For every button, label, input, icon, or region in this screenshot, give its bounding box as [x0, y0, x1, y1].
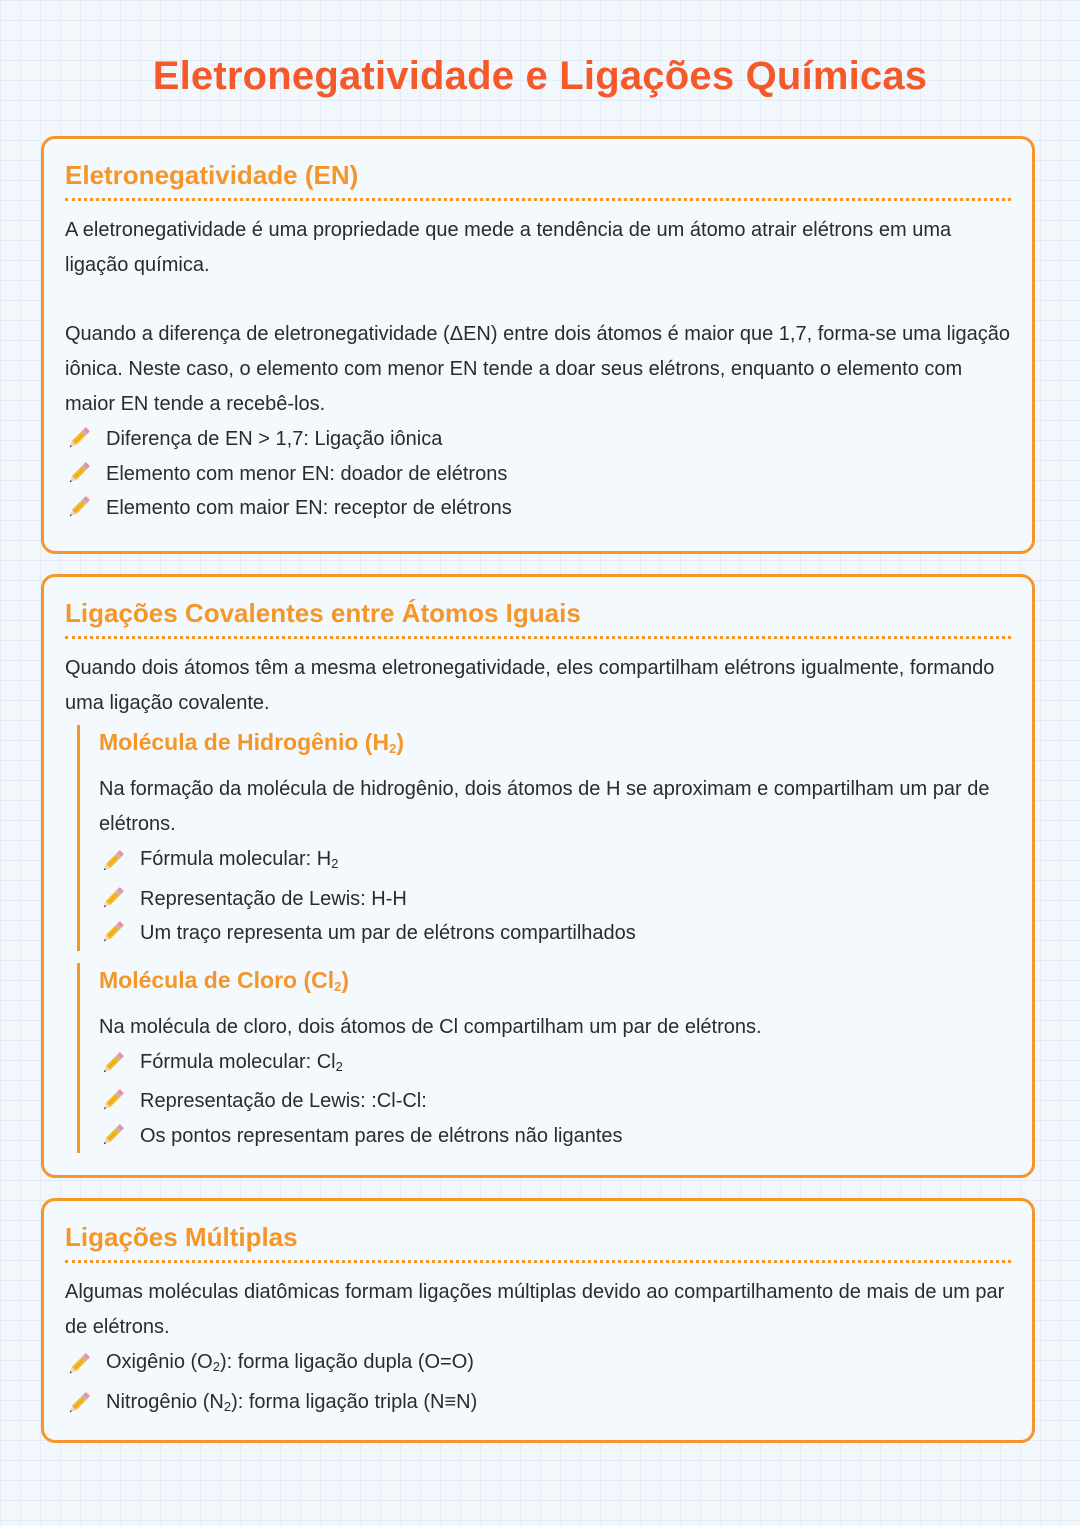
- section-paragraph: Quando a diferença de eletronegatividade (ΔEN) entre dois átomos é maior que 1,7, forma-se uma ligação iônica. Neste caso, o elemento com menor EN tende a doar seus elétrons, enquanto o elemento com maior EN tende a recebê-los.: [65, 323, 1010, 415]
- list-item-text: Representação de Lewis: :Cl-Cl:: [140, 1090, 427, 1112]
- pencil-icon: [99, 849, 125, 875]
- subsection-paragraph: Na formação da molécula de hidrogênio, dois átomos de H se aproximam e compartilham um par de elétrons.: [99, 778, 990, 835]
- subsection-paragraph: Na molécula de cloro, dois átomos de Cl compartilham um par de elétrons.: [99, 1015, 762, 1038]
- list-item: [65, 491, 1011, 526]
- list-item: [65, 457, 1011, 492]
- pencil-icon: [65, 1352, 91, 1378]
- list-item: [99, 1084, 1011, 1119]
- bullet-list: [65, 1345, 1011, 1424]
- list-item-text: Representação de Lewis: H-H: [140, 887, 407, 910]
- pencil-icon: [99, 920, 125, 946]
- pencil-icon: [65, 1391, 91, 1417]
- list-item: [65, 422, 1011, 457]
- list-item: [99, 882, 1011, 917]
- list-item-text: Elemento com maior EN: receptor de elétrons: [106, 497, 512, 519]
- subsection-cloro: [77, 963, 1011, 1154]
- pencil-icon: [65, 426, 91, 452]
- pencil-icon: [99, 1088, 125, 1114]
- page-title: Eletronegatividade e Ligações Químicas: [152, 54, 928, 98]
- list-item-text: Oxigênio $(O_2)$: forma ligação dupla (O=O): [106, 1351, 474, 1374]
- bullet-list: [99, 1045, 1011, 1154]
- list-item-text: Diferença de EN > 1,7: Ligação iônica: [106, 428, 443, 450]
- section-ligacoes-covalentes: [41, 574, 1035, 1178]
- list-item: [65, 1345, 1011, 1385]
- section-eletronegatividade: [41, 136, 1035, 554]
- list-item: [99, 1119, 1011, 1154]
- subsection-heading: Molécula de Hidrogênio $(H_2)$: [99, 729, 404, 756]
- pencil-icon: [99, 1123, 125, 1149]
- list-item-text: Elemento com menor EN: doador de elétrons: [106, 462, 508, 485]
- list-item: [99, 842, 1011, 882]
- bullet-list: [99, 842, 1011, 951]
- section-ligacoes-multiplas: [41, 1198, 1035, 1443]
- list-item: [65, 1385, 1011, 1425]
- section-heading: Ligações Múltiplas: [65, 1221, 1011, 1263]
- list-item-text: Um traço representa um par de elétrons compartilhados: [140, 922, 636, 944]
- bullet-list: [65, 422, 1011, 526]
- subsection-hidrogenio: [77, 725, 1011, 951]
- list-item-text: Fórmula molecular: $Cl_2$: [140, 1050, 343, 1074]
- section-paragraph: Algumas moléculas diatômicas formam ligações múltiplas devido ao compartilhamento de mais de um par de elétrons.: [65, 1281, 1005, 1338]
- list-item: [99, 916, 1011, 951]
- section-heading: Eletronegatividade (EN): [65, 159, 1011, 201]
- list-item-text: Os pontos representam pares de elétrons não ligantes: [140, 1124, 623, 1147]
- list-item-text: Nitrogênio $(N_2)$: forma ligação tripla (N≡N): [106, 1390, 478, 1414]
- pencil-icon: [99, 886, 125, 912]
- section-heading: Ligações Covalentes entre Átomos Iguais: [65, 597, 1011, 639]
- pencil-icon: [65, 461, 91, 487]
- list-item: [99, 1045, 1011, 1085]
- pencil-icon: [99, 1051, 125, 1077]
- section-paragraph: A eletronegatividade é uma propriedade que mede a tendência de um átomo atrair elétrons em uma ligação química.: [65, 219, 952, 276]
- section-paragraph: Quando dois átomos têm a mesma eletronegatividade, eles compartilham elétrons igualmente, formando uma ligação covalente.: [65, 657, 995, 714]
- subsection-heading: Molécula de Cloro $(Cl_2)$: [99, 966, 350, 994]
- list-item-text: Fórmula molecular: $H_2$: [140, 848, 339, 871]
- pencil-icon: [65, 495, 91, 521]
